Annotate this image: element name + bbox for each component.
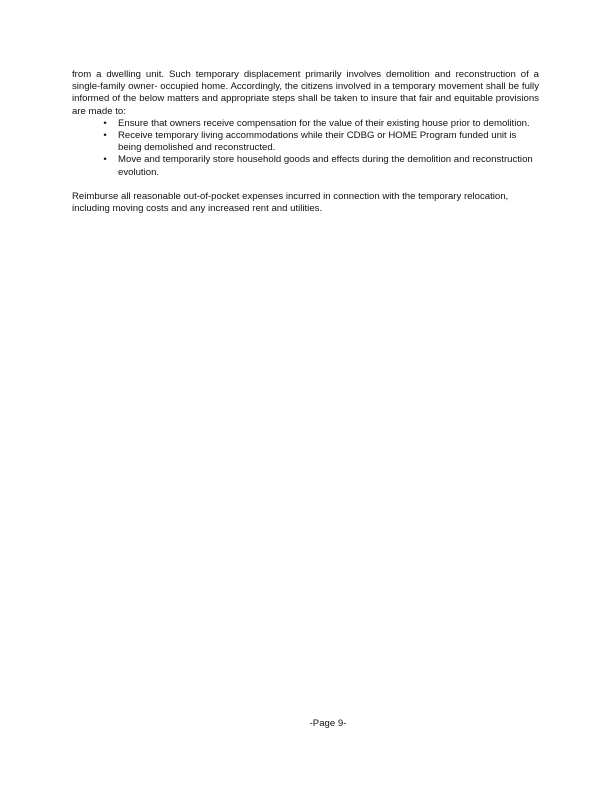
- list-item-text: Ensure that owners receive compensation for the value of their existing house prior to demolition.: [118, 117, 530, 129]
- page-number: -Page 9-: [309, 718, 347, 729]
- list-item: [72, 154, 539, 178]
- document-body: [72, 69, 539, 215]
- list-item: [72, 130, 539, 154]
- bullet-icon: •: [103, 154, 107, 166]
- bullet-icon: •: [103, 130, 107, 142]
- intro-paragraph: from a dwelling unit. Such temporary displacement primarily involves demolition and reconstruction of a single-family owner- occupied home. Accordingly, the citizens involved in a temporary movement shall be fully informed of the below matters and appropriate steps shall be taken to insure that fair and equitable provisions are made to:: [72, 69, 539, 117]
- provisions-list: [72, 118, 539, 179]
- list-item-text: Move and temporarily store household goods and effects during the demolition and reconstruction evolution.: [118, 154, 533, 178]
- list-item-text: Receive temporary living accommodations while their CDBG or HOME Program funded unit is being demolished and reconstructed.: [118, 130, 517, 154]
- paragraph-spacer: [72, 179, 539, 191]
- page-footer: [0, 718, 612, 730]
- closing-paragraph: Reimburse all reasonable out-of-pocket expenses incurred in connection with the temporary relocation, including moving costs and any increased rent and utilities.: [72, 190, 509, 215]
- list-item: [72, 118, 539, 130]
- bullet-icon: •: [103, 117, 107, 129]
